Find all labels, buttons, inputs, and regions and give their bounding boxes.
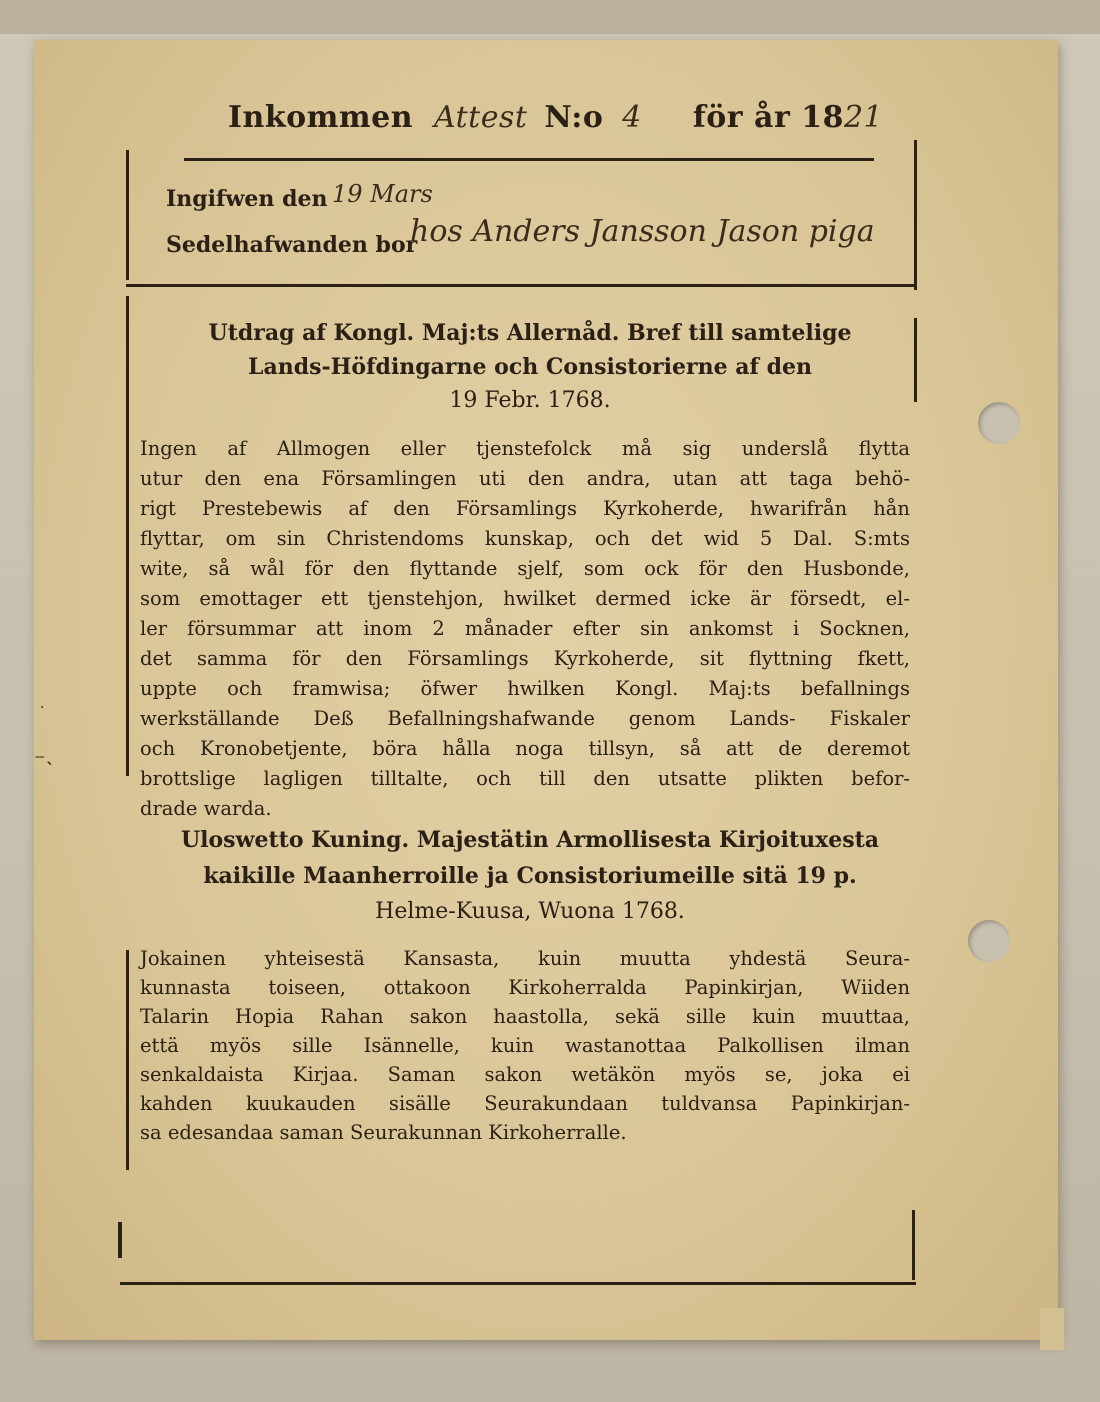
bottom-rule [120,1282,916,1285]
finnish-left-rule [126,950,129,1170]
finnish-line: Jokainen yhteisestä Kansasta, kuin muutta yhdestä Seura- [140,947,910,970]
header-printed-year-label: för år 18 [692,100,844,135]
finnish-heading [140,822,920,930]
bottom-right-rule [912,1210,915,1280]
finnish-line: sa edesandaa saman Seurakunnan Kirkoherralle. [140,1121,627,1144]
swedish-line: det samma för den Församlings Kyrkoherde, sit flyttning fkett, [140,647,910,670]
fields-box-left-rule [126,150,129,280]
fields-box-bottom-rule [126,284,916,287]
margin-mark-arrow: ⁻˴ [34,749,53,774]
swedish-line: rigt Prestebewis af den Församlings Kyrkoherde, hwarifrån hån [140,497,910,520]
sedelhafwanden-label: Sedelhafwanden bor [166,232,418,258]
swedish-line: ler försummar att inom 2 månader efter sin ankomst i Socknen, [140,617,910,640]
swedish-line: werkställande Deß Befallningshafwande genom Lands- Fiskaler [140,707,910,730]
finnish-line: senkaldaista Kirjaa. Saman sakon wetäkön myös se, joka ei [140,1063,910,1086]
swedish-paragraph [140,434,910,824]
backdrop-top-edge [0,0,1100,34]
swedish-line: och Kronobetjente, böra hålla noga tillsyn, så att de deremot [140,737,910,760]
swedish-heading [140,316,920,418]
finnish-heading-line-1: Uloswetto Kuning. Majestätin Armollisesta Kirjoituxesta [180,827,880,853]
finnish-line: kunnasta toiseen, ottakoon Kirkoherralda Papinkirjan, Wiiden [140,976,910,999]
finnish-line: Talarin Hopia Rahan sakon haastolla, sekä sille kuin muuttaa, [140,1005,910,1028]
swedish-line: brottslige lagligen tilltalte, och till den utsatte plikten befor- [140,767,910,790]
swedish-line: wite, så wål för den flyttande sjelf, som ock för den Husbonde, [140,557,910,580]
binder-hole-upper [978,402,1020,444]
finnish-line: että myös sille Isännelle, kuin wastanottaa Palkollisen ilman [140,1034,910,1057]
fields-box-right-rule [914,140,917,290]
swedish-line: flyttar, om sin Christendoms kunskap, och det wid 5 Dal. S:mts [140,527,910,550]
swedish-line: som emottager ett tjenstehjon, hwilket dermed icke är försedt, el- [140,587,910,610]
finnish-heading-line-2: kaikille Maanherroille ja Consistoriumeille sitä 19 p. [203,863,857,889]
swedish-line: uppte och framwisa; öfwer hwilken Kongl. Maj:ts befallnings [140,677,910,700]
header-handwritten-year: 21 [843,100,884,135]
header-handwritten-attest: Attest [433,100,528,135]
ingifwen-label: Ingifwen den [166,186,328,212]
ingifwen-value: 19 Mars [332,180,433,208]
swedish-left-rule [126,296,129,776]
swedish-line: Ingen af Allmogen eller tjenstefolck må sig underslå flytta [140,437,910,460]
swedish-line: drade warda. [140,797,272,820]
header-handwritten-number: 4 [622,100,642,135]
finnish-line: kahden kuukauden sisälle Seurakundaan tuldvansa Papinkirjan- [140,1092,910,1115]
finnish-heading-line-3: Helme-Kuusa, Wuona 1768. [375,899,685,924]
finnish-paragraph [140,944,910,1147]
sheet-corner-fold [1040,1308,1064,1350]
swedish-line: utur den ena Församlingen uti den andra, utan att taga behö- [140,467,910,490]
binder-hole-lower [968,920,1010,962]
header-printed-number-label: N:o [544,100,604,135]
swedish-heading-line-1: Utdrag af Kongl. Maj:ts Allernåd. Bref till samtelige [208,320,852,346]
sedelhafwanden-value: hos Anders Jansson Jason piga [410,214,875,249]
swedish-heading-line-3: 19 Febr. 1768. [449,388,611,413]
header-printed-prefix: Inkommen [228,100,414,135]
swedish-heading-line-2: Lands-Höfdingarne och Consistorierne af den [248,354,812,380]
margin-mark-dot: · [40,700,45,716]
bottom-left-tick [118,1222,122,1258]
header-rule-upper [184,158,874,161]
header-title [228,100,883,135]
